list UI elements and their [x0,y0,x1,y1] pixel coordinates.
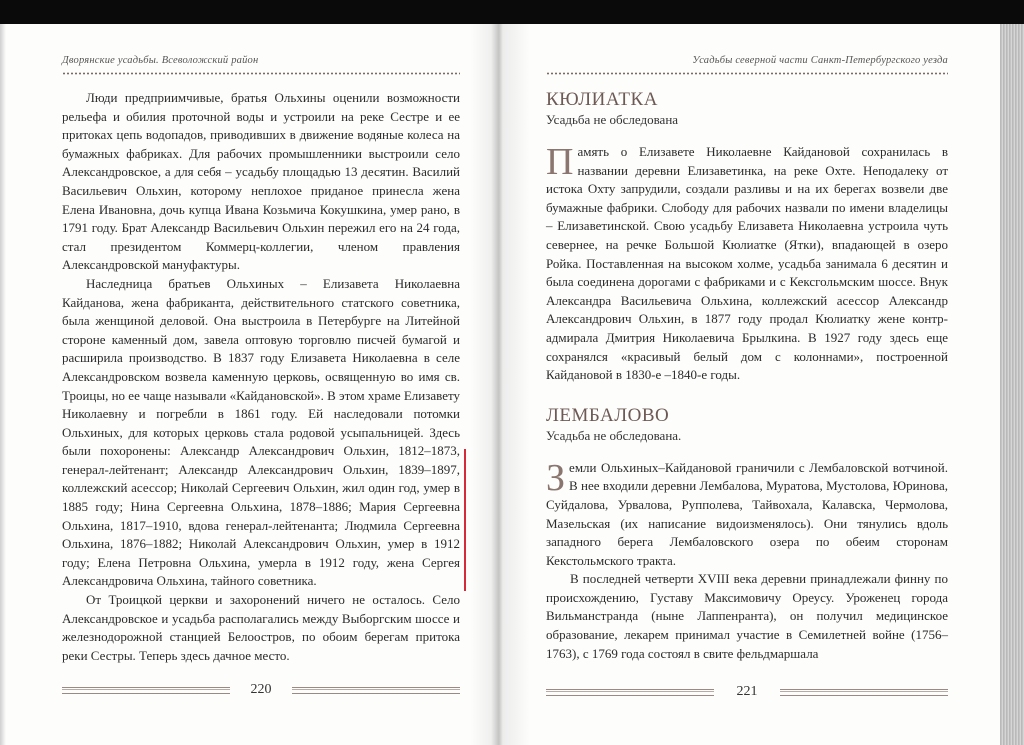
section-title-kyuliatka: КЮЛИАТКА [546,89,658,110]
section-lembalovo [546,405,948,664]
left-running-head: Дворянские усадьбы. Всеволожский район [62,55,259,66]
paragraph-text: емли Ольхиных–Кайдановой граничили с Лембаловской вотчиной. В нее входили деревни Лембалова, Муратова, Мустолова, Юринова, Суйдалова, Урвалова, Рупполева, Тайвохала, Калавска, Чермолова, Мазельская (их написание видоизменялось). Они тянулись вдоль западного берега Лембаловского озера по обеим сторонам Кекстольмского тракта. [546,459,948,568]
left-footer [62,681,460,699]
paragraph: Люди предприимчивые, братья Ольхины оценили возможности рельефа и обилия проточной воды и устроили на реке Сестре и ее притоках цепь водопадов, приводивших в движение водяные колеса на бумажных фабриках. Для рабочих промышленники выстроили село Александровское, а для себя – усадьбу площадью 13 десятин. Василий Васильевич Ольхин, которому неплохое приданое принесла жена Елена Ивановна, дочь купца Ивана Козьмича Кокушкина, умер рано, в 1791 году. Брат Александр Васильевич Ольхин пережил его на 24 года, стал президентом Коммерц-коллегии, членом правления Александровской мануфактуры. [62,90,460,273]
page-edges-stack [1000,24,1024,745]
left-page [0,24,500,745]
right-running-head: Усадьбы северной части Санкт-Петербургского уезда [692,55,948,66]
paragraph: От Троицкой церкви и захоронений ничего не осталось. Село Александровское и усадьба располагались между Выборгским шоссе и железнодорожной станцией Белоостров, по обоим берегам притока реки Сестры. Теперь здесь дачное место. [62,592,460,663]
section-subtitle-kyuliatka: Усадьба не обследована [546,112,679,127]
red-margin-mark [464,449,466,591]
section-title-lembalovo: ЛЕМБАЛОВО [546,404,670,426]
kyuliatka-body-text [546,143,948,385]
left-page-edge [0,24,6,745]
lembalovo-body-text [546,456,948,664]
section-kyuliatka [546,89,948,385]
right-footer-rule-left [546,689,714,696]
right-dotted-rule [546,72,948,75]
section-subtitle-lembalovo: Усадьба не обследована. [546,427,682,443]
left-body-text [62,89,460,665]
right-footer [546,683,948,701]
paragraph [546,456,948,571]
dropcap: З [546,456,566,499]
paragraph [546,143,948,385]
right-page-number: 221 [736,684,758,700]
dropcap: П [546,141,574,183]
paragraph: В последней четверти XVIII века деревни принадлежали финну по происхождению, Густаву Максимовичу Ореусу. Уроженец города Вильманстранда (ныне Лаппенранта), он получил медицинское образование, лекарем принимал участие в Семилетней войне (1756–1763), с 1769 года состоял в свите фельдмаршала [546,571,948,661]
right-footer-rule-right [780,689,948,696]
left-footer-rule-right [292,687,460,694]
left-body-wrap [62,89,460,665]
left-footer-rule-left [62,687,230,694]
paragraph: Наследница братьев Ольхиных – Елизавета Николаевна Кайданова, жена фабриканта, действительного статского советника, была женщиной деловой. Она выстроила в Петербурге на Литейной стороне каменный дом, завела оптовую торговлю писчей бумагой и расширила производство. В 1837 году Елизавета Николаевна в селе Александровском возвела каменную церковь, освященную во имя св. Троицы, но ее чаще называли «Кайдановской». В этом храме Елизавету Николаевну и погребли в 1861 году. Ей наследовали потомки Ольхиных, для которых церковь стала родовой усыпальницей. Здесь были похоронены: Александр Александрович Ольхин, 1812–1873, генерал-лейтенант; Александр Александрович Ольхин, 1839–1897, коллежский асессор; Николай Сергеевич Ольхин, жил один год, умер в 1885 году; Нина Сергеевна Ольхина, 1878–1886; Мария Сергеевна Ольхина, 1817–1910, вдова генерал-лейтенанта; Людмила Сергеевна Ольхина, 1876–1882; Николай Александрович Ольхин, умер в 1912 году; Елена Петровна Ольхина, умерла в 1912 году, жена Сергея Александровича Ольхина, тайного советника. [62,275,460,589]
left-dotted-rule [62,72,460,75]
paragraph-text: амять о Елизавете Николаевне Кайдановой сохранилась в названии деревни Елизаветинка, на реке Охте. Неподалеку от истока Охту запрудили, создали разливы и на их берегах возвели две бумажные фабрики. Слободу для рабочих назвали по имени владелицы – Елизаветинской. Свою усадьбу Елизавета Николаевна устроила чуть севернее, на речке Большой Кюлиатке (Ятки), впадающей в озеро Ройка. Поставленная на высоком холме, усадьба занимала 6 десятин и была соединена дорогами с фабриками и с Кексгольмским шоссе. Внук Александра Васильевича Ольхина, коллежский асессор Александр Александрович Ольхин, в 1877 году продал Кюлиатку жене контр-адмирала Дмитрия Николаевича Брылкина. В 1927 году здесь еще сохранялся «красивый белый дом с колоннами», построенной Кайдановой в 1830-е –1840-е годы. [546,144,948,383]
right-page [500,24,1000,745]
left-page-number: 220 [250,682,272,698]
